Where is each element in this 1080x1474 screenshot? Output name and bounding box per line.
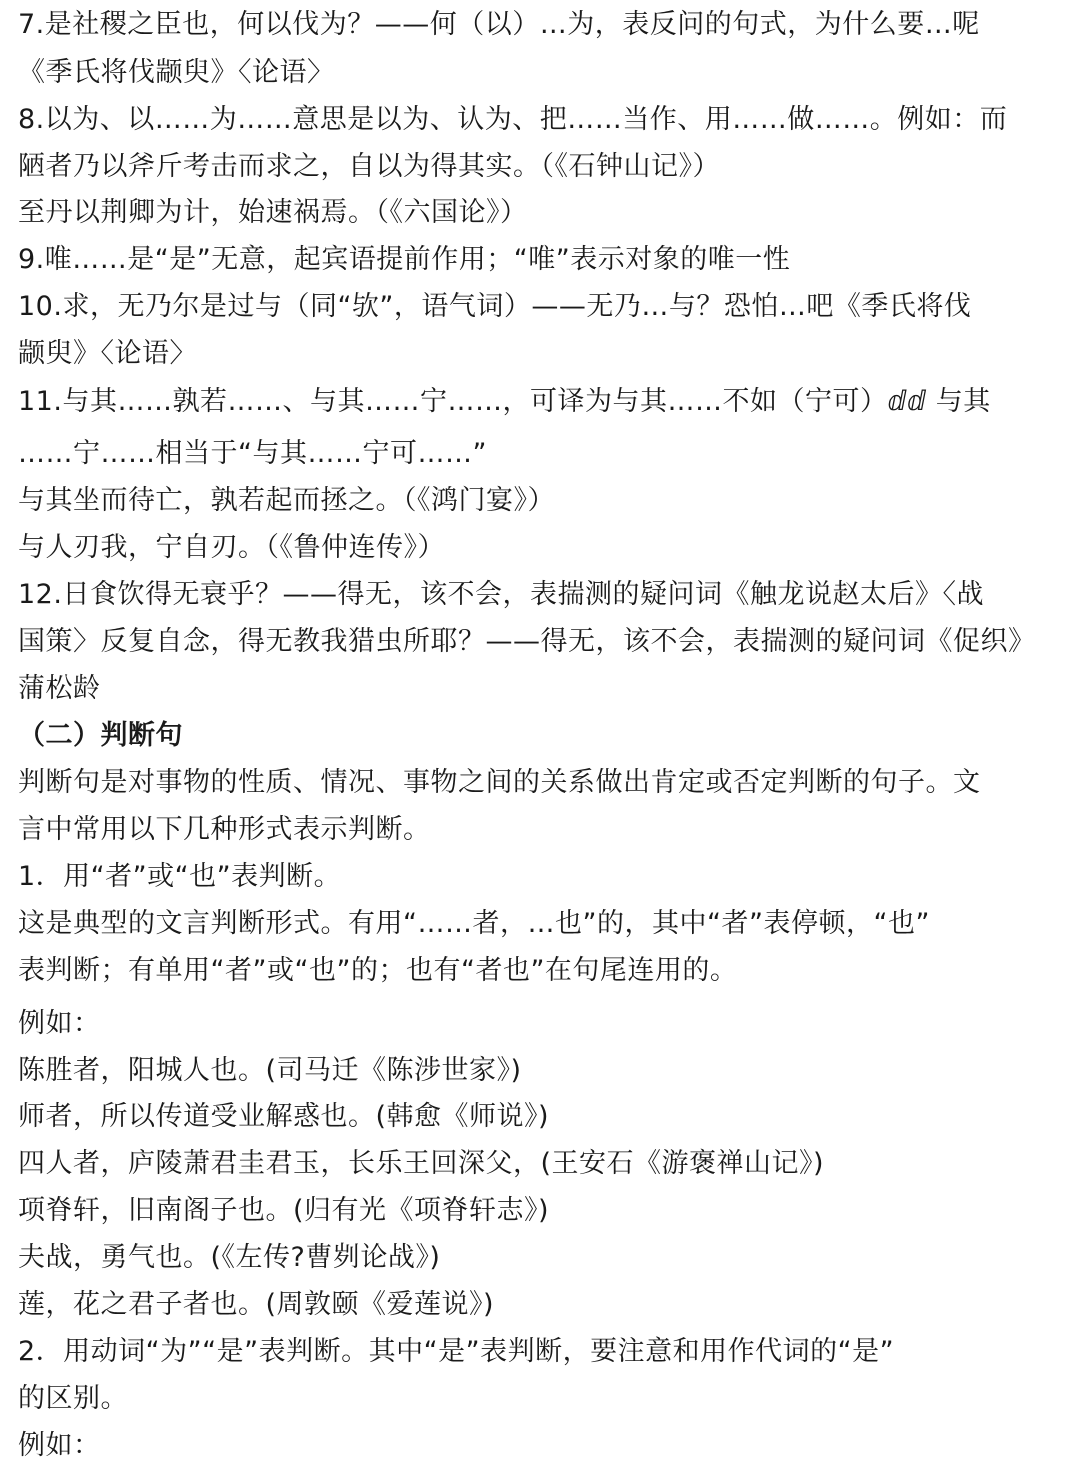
- text-line: 1．用“者”或“也”表判断。: [18, 861, 342, 892]
- text-line: 例如：: [18, 1008, 101, 1039]
- text-line: 表判断；有单用“者”或“也”的；也有“者也”在句尾连用的。: [18, 955, 738, 986]
- text-line: 国策〉反复自念，得无教我猎虫所耶？——得无，该不会，表揣测的疑问词《促织》: [18, 626, 1036, 657]
- text-line: 12.日食饮得无衰乎？——得无，该不会，表揣测的疑问词《触龙说赵太后》〈战: [18, 579, 984, 610]
- section-heading: （二）判断句: [18, 720, 183, 751]
- text-line: 陋者乃以斧斤考击而求之，自以为得其实。（《石钟山记》）: [18, 151, 720, 182]
- text-line: 与人刃我，宁自刃。（《鲁仲连传》）: [18, 532, 445, 563]
- text-line: 师者，所以传道受业解惑也。(韩愈《师说》): [18, 1101, 550, 1132]
- text-line: 8.以为、以……为……意思是以为、认为、把……当作、用……做……。例如：而: [18, 104, 1008, 135]
- text-line: 9.唯……是“是”无意，起宾语提前作用；“唯”表示对象的唯一性: [18, 244, 791, 275]
- text-line: 四人者，庐陵萧君圭君玉，长乐王回深父，(王安石《游褒禅山记》): [18, 1148, 825, 1179]
- text-line: 颛臾》〈论语〉: [18, 338, 197, 369]
- text-line: 言中常用以下几种形式表示判断。: [18, 814, 431, 845]
- text-line: 蒲松龄: [18, 673, 101, 704]
- text-line: 与其坐而待亡，孰若起而拯之。（《鸿门宴》）: [18, 485, 555, 516]
- text-line: 《季氏将伐颛臾》〈论语〉: [18, 57, 335, 88]
- text-line: 判断句是对事物的性质、情况、事物之间的关系做出肯定或否定判断的句子。文: [18, 767, 981, 798]
- text-line: 莲，花之君子者也。(周敦颐《爱莲说》): [18, 1289, 495, 1320]
- text-line: 11.与其……孰若……、与其……宁……，可译为与其……不如（宁可）ⅆⅆ 与其: [18, 386, 991, 417]
- text-line: 陈胜者，阳城人也。(司马迁《陈涉世家》): [18, 1055, 522, 1086]
- text-line: 这是典型的文言判断形式。有用“……者，…也”的，其中“者”表停顿，“也”: [18, 908, 930, 939]
- text-line: 例如：: [18, 1430, 101, 1461]
- text-line: 2．用动词“为”“是”表判断。其中“是”表判断，要注意和用作代词的“是”: [18, 1336, 895, 1367]
- text-line: 至丹以荆卿为计，始速祸焉。（《六国论》）: [18, 197, 528, 228]
- text-line: ……宁……相当于“与其……宁可……”: [18, 438, 487, 469]
- text-line: 夫战，勇气也。(《左传?曹刿论战》): [18, 1242, 441, 1273]
- text-line: 的区别。: [18, 1383, 128, 1414]
- text-line: 项脊轩，旧南阁子也。(归有光《项脊轩志》): [18, 1195, 550, 1226]
- text-line: 10.求，无乃尔是过与（同“欤”，语气词）——无乃…与？恐怕…吧《季氏将伐: [18, 291, 972, 322]
- text-line: 7.是社稷之臣也，何以伐为？——何（以）…为，表反问的句式，为什么要…呢: [18, 9, 980, 40]
